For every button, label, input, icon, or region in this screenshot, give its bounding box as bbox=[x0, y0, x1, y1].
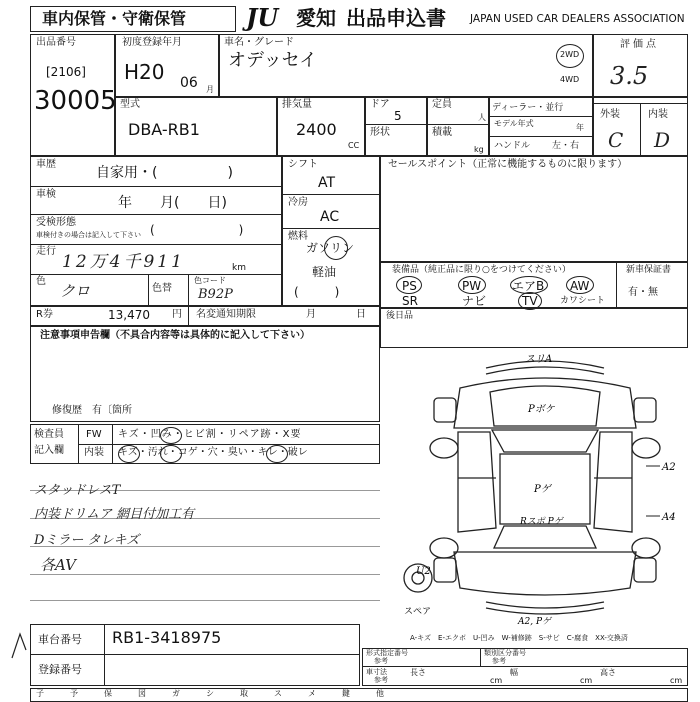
footer-item-3: 保 bbox=[104, 689, 112, 698]
diagram-label-top: スリA bbox=[525, 354, 553, 365]
drive-4wd: 4WD bbox=[560, 75, 580, 84]
interior-check-label: 内装 bbox=[84, 447, 104, 458]
equip-airbag: エアB bbox=[512, 279, 545, 293]
footer-item-4: 図 bbox=[138, 689, 146, 698]
footer-item-8: ス bbox=[274, 689, 282, 698]
ac-label: 冷房 bbox=[288, 197, 308, 208]
note-line-3: Dミラー タレキズ bbox=[34, 533, 140, 548]
name-change-label: 名変通知期限 bbox=[196, 309, 256, 320]
receive-type-note: 車検付きの場合は記入して下さい bbox=[36, 231, 141, 239]
note-line-4: 各AV bbox=[40, 556, 76, 574]
interior-items: キズ・汚れ・コゲ・穴・臭い・キレ・破レ bbox=[118, 447, 308, 458]
equip-ps: PS bbox=[402, 279, 417, 293]
car-damage-diagram bbox=[400, 348, 690, 628]
diagram-label-bottom: A2, Pゲ bbox=[518, 617, 552, 627]
inspection-label: 車検 bbox=[36, 189, 56, 200]
fuel-gasoline: ガソリン bbox=[306, 241, 355, 255]
category-ref: 参考 bbox=[492, 657, 506, 665]
form-cert-label: 形式指定番号 bbox=[366, 649, 408, 657]
recycle-label: R券 bbox=[36, 309, 53, 320]
warranty-label: 新車保証書 bbox=[626, 265, 672, 275]
doors-label: ドア bbox=[370, 99, 390, 110]
registration-year: H20 bbox=[124, 60, 165, 84]
length-unit: cm bbox=[490, 676, 503, 685]
diagram-label-hood: Pボケ bbox=[528, 404, 555, 415]
diagram-label-a4: A4 bbox=[662, 512, 676, 523]
exterior-label: 外装 bbox=[600, 109, 620, 120]
ac-value: AC bbox=[320, 209, 340, 225]
later-date-frame bbox=[380, 308, 688, 348]
footer-item-5: ガ bbox=[172, 689, 180, 698]
vehicle-dims-label: 車寸法 bbox=[366, 668, 387, 676]
mileage-unit: km bbox=[232, 263, 246, 273]
capacity-label: 定員 bbox=[432, 99, 452, 110]
sales-point-label: セールスポイント（正常に機能するものに限ります） bbox=[388, 159, 628, 170]
receive-type-value: ( ) bbox=[150, 223, 244, 237]
category-label: 類別区分番号 bbox=[484, 649, 526, 657]
interior-dirt-circle bbox=[160, 445, 182, 463]
diagram-label-spare: スペア bbox=[404, 607, 432, 617]
mileage-label: 走行 bbox=[36, 246, 56, 257]
car-name-value: オデッセイ bbox=[228, 50, 318, 71]
plate-label: 登録番号 bbox=[38, 663, 82, 676]
equip-pw: PW bbox=[462, 279, 482, 293]
pen-mark bbox=[10, 630, 30, 660]
footer-item-2: 予 bbox=[70, 689, 78, 698]
model-label: 型式 bbox=[120, 99, 140, 110]
damage-legend: A-キズ E-エクボ U-凹み W-補修跡 S-サビ C-腐食 XX-交換済 bbox=[410, 634, 628, 642]
displacement-label: 排気量 bbox=[282, 99, 312, 110]
recycle-value: 13,470 bbox=[108, 308, 150, 322]
displacement-value: 2400 bbox=[296, 120, 337, 139]
equip-navi: ナビ bbox=[462, 294, 487, 308]
history-label: 車歴 bbox=[36, 159, 56, 170]
score-value: 3.5 bbox=[610, 62, 649, 90]
displacement-unit: CC bbox=[348, 141, 360, 150]
equip-tv: TV bbox=[522, 294, 538, 308]
drive-2wd: 2WD bbox=[560, 50, 580, 59]
footer-item-6: シ bbox=[206, 689, 214, 698]
model-value: DBA-RB1 bbox=[128, 120, 200, 139]
car-name-label: 車名・グレード bbox=[224, 37, 294, 48]
length-label: 長さ bbox=[410, 668, 426, 677]
inspection-value: 年 月( 日) bbox=[118, 195, 227, 211]
registration-month: 06 bbox=[180, 75, 198, 91]
lot-sub-number: [2106] bbox=[46, 65, 86, 79]
fuel-diesel: 軽油 bbox=[312, 265, 337, 279]
diagram-label-rear: Rスポ Pゲ bbox=[520, 517, 563, 527]
color-code-value: B92P bbox=[198, 287, 233, 302]
storage-label: 車内保管・守衛保管 bbox=[42, 9, 187, 28]
history-value: 自家用・( ) bbox=[96, 165, 233, 181]
fuel-label: 燃料 bbox=[288, 231, 308, 242]
equip-seat: カワシート bbox=[560, 296, 606, 306]
fw-dent-circle bbox=[160, 427, 182, 444]
repair-history: 修復歴 有〔箇所 bbox=[52, 405, 132, 416]
form-cert-ref: 参考 bbox=[374, 657, 388, 665]
equipment-label: 装備品（純正品に限り○をつけてください） bbox=[392, 265, 571, 275]
dealer-label: ディーラー・並行 bbox=[492, 103, 564, 113]
fw-items: キズ・凹み・ヒビ割・リペア跡・X要 bbox=[118, 429, 302, 440]
chassis-value: RB1-3418975 bbox=[112, 628, 222, 647]
receive-type-label: 受検形態 bbox=[36, 217, 76, 228]
repaint-label: 色替 bbox=[152, 283, 172, 294]
doors-value: 5 bbox=[394, 109, 402, 123]
vehicle-dims-ref: 参考 bbox=[374, 676, 388, 684]
chassis-label: 車台番号 bbox=[38, 633, 82, 646]
inspector-label: 検査員 bbox=[34, 429, 64, 440]
diagram-label-roof: Pゲ bbox=[534, 484, 551, 495]
equip-pw-circle bbox=[458, 276, 486, 294]
recycle-unit: 円 bbox=[172, 309, 182, 320]
footer-item-10: 鍵 bbox=[342, 689, 350, 698]
diagram-label-u2: U2 bbox=[416, 566, 431, 577]
notes-label: 注意事項申告欄（不具合内容等は具体的に記入して下さい） bbox=[40, 330, 310, 341]
width-unit: cm bbox=[580, 676, 593, 685]
name-change-day: 日 bbox=[356, 309, 366, 320]
diagram-label-a2: A2 bbox=[662, 462, 676, 473]
shift-label: シフト bbox=[288, 159, 318, 170]
warranty-value: 有・無 bbox=[628, 287, 658, 298]
load-unit: kg bbox=[474, 145, 484, 154]
inspector-label-2: 記入欄 bbox=[34, 445, 64, 456]
footer-item-7: 取 bbox=[240, 689, 248, 698]
interior-label: 内装 bbox=[648, 109, 668, 120]
footer-item-11: 他 bbox=[376, 689, 384, 698]
equip-sr: SR bbox=[402, 294, 418, 308]
capacity-unit: 人 bbox=[478, 113, 486, 122]
english-title: JAPAN USED CAR DEALERS ASSOCIATION bbox=[470, 13, 685, 25]
footer-item-1: 子 bbox=[36, 689, 44, 698]
sales-point-frame bbox=[380, 156, 688, 262]
shape-label: 形状 bbox=[370, 127, 390, 138]
registration-month-unit: 月 bbox=[206, 85, 214, 94]
lot-number: 30005 bbox=[34, 86, 117, 116]
interior-value: D bbox=[654, 128, 671, 152]
model-year-label: モデル年式 bbox=[494, 119, 534, 128]
color-code-label: 色コード bbox=[194, 276, 226, 285]
interior-smell-circle bbox=[266, 445, 288, 463]
handle-label: ハンドル bbox=[494, 141, 531, 151]
handle-options: 左・右 bbox=[552, 141, 580, 151]
height-unit: cm bbox=[670, 676, 683, 685]
color-label: 色 bbox=[36, 276, 46, 287]
shift-value: AT bbox=[318, 175, 336, 191]
exterior-value: C bbox=[608, 128, 624, 152]
equip-ps-circle bbox=[396, 276, 422, 294]
load-label: 積載 bbox=[432, 127, 452, 138]
lot-label: 出品番号 bbox=[36, 37, 76, 48]
fw-label: FW bbox=[86, 429, 102, 440]
equip-aw-circle bbox=[566, 276, 594, 294]
fuel-other: ( ) bbox=[294, 285, 340, 299]
score-label: 評価点 bbox=[620, 39, 659, 50]
height-label: 高さ bbox=[600, 668, 616, 677]
later-date-label: 後日品 bbox=[386, 311, 414, 321]
registration-label: 初度登録年月 bbox=[122, 37, 182, 48]
equip-aw: AW bbox=[570, 279, 590, 293]
ju-logo: JU bbox=[246, 3, 279, 32]
color-value: クロ bbox=[60, 282, 91, 300]
note-line-2: 内装ドリムア 網目付加工有 bbox=[34, 507, 195, 522]
mileage-value: 12万4千911 bbox=[62, 252, 185, 272]
form-title: 出品申込書 bbox=[346, 6, 446, 30]
note-line-1: スタッドレスT bbox=[34, 483, 121, 498]
interior-scratch-circle bbox=[118, 445, 140, 463]
footer-item-9: メ bbox=[308, 689, 316, 698]
model-year-unit: 年 bbox=[576, 123, 584, 132]
org-name: 愛知 bbox=[296, 6, 336, 30]
name-change-month: 月 bbox=[306, 309, 316, 320]
width-label: 幅 bbox=[510, 668, 518, 677]
